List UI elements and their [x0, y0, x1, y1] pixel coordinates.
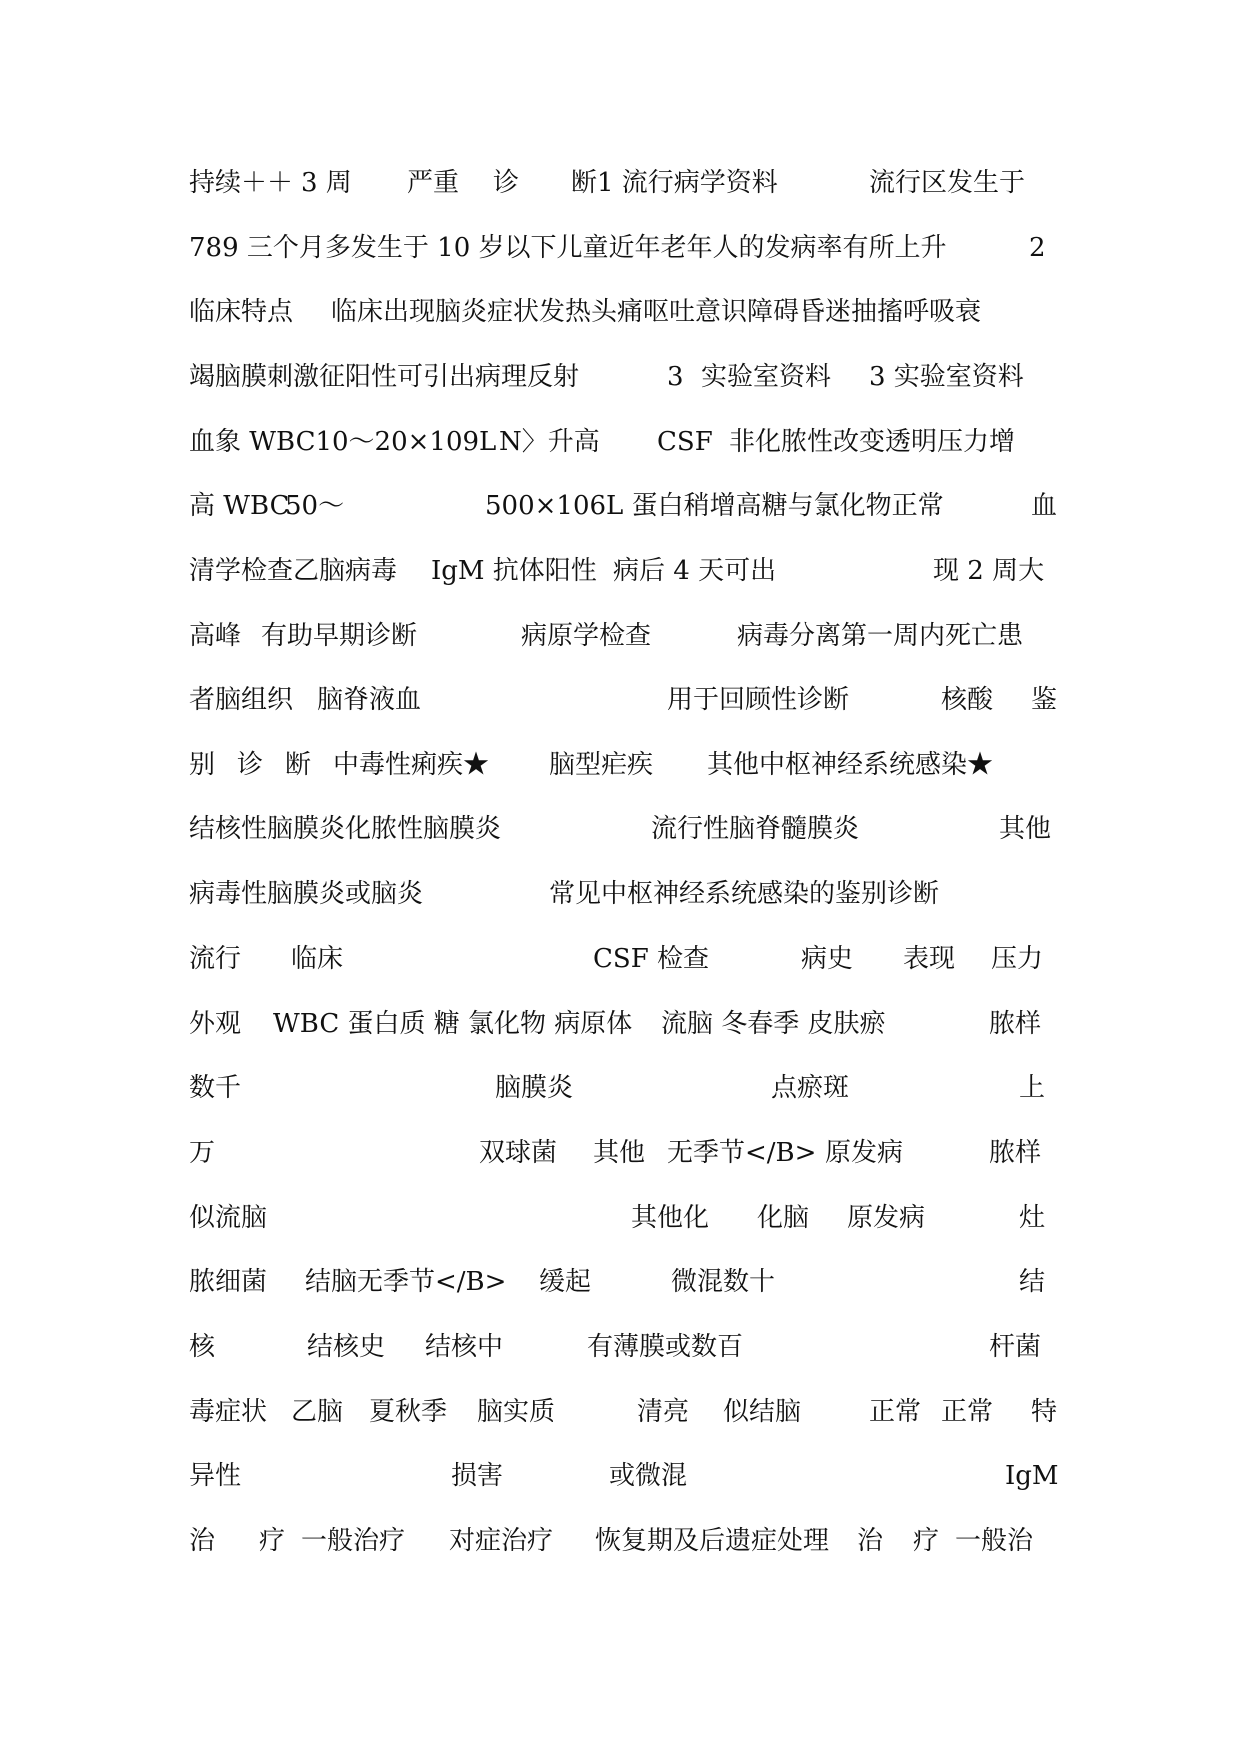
text-span: 杆菌	[989, 1332, 1042, 1362]
text-span: 脓细菌	[189, 1267, 268, 1297]
text-span: WBC 蛋白质 糖 氯化物 病原体	[273, 1009, 633, 1039]
text-line	[189, 228, 1057, 268]
text-span: 似结脑	[723, 1397, 802, 1427]
text-span: 病毒分离第一周内死亡患	[737, 621, 1024, 651]
text-span: 上	[1019, 1073, 1046, 1103]
text-span: 灶	[1019, 1203, 1046, 1233]
text-span: 结脑无季节</B>	[305, 1267, 507, 1297]
text-span: 中毒性痢疾★	[333, 750, 490, 780]
text-span: 3 周	[301, 168, 352, 198]
text-span: 现 2 周大	[933, 556, 1045, 586]
text-span: 高峰	[189, 621, 242, 651]
text-line	[189, 163, 1057, 203]
text-span: 损害	[451, 1461, 504, 1491]
text-span: 治	[189, 1526, 216, 1556]
text-span: 病原学检查	[521, 621, 652, 651]
text-line	[189, 1521, 1057, 1561]
text-span: 结核史	[307, 1332, 386, 1362]
text-span: 血	[1031, 491, 1058, 521]
text-span: 其他	[999, 814, 1052, 844]
text-span: 其他化	[631, 1203, 710, 1233]
text-span: 其他中枢神经系统感染★	[707, 750, 994, 780]
text-span: 脑脊液血	[317, 685, 422, 715]
text-span: 临床特点	[189, 297, 294, 327]
text-span: 点瘀斑	[771, 1073, 850, 1103]
text-span: 似流脑	[189, 1203, 268, 1233]
text-span: 诊	[493, 168, 520, 198]
text-span: 恢复期及后遗症处理	[595, 1526, 830, 1556]
text-span: 500×106L 蛋白稍增高糖与氯化物正常	[485, 491, 944, 521]
text-span: 脑型疟疾	[549, 750, 654, 780]
text-line	[189, 745, 1057, 785]
text-span: 高 WBC	[189, 491, 290, 521]
text-span: 临床出现脑炎症状发热头痛呕吐意识障碍昏迷抽搐呼吸衰	[331, 297, 982, 327]
text-span: 3	[667, 362, 684, 392]
text-span: 正常	[869, 1397, 922, 1427]
text-span: 核酸	[941, 685, 994, 715]
text-span: 病史	[801, 944, 854, 974]
text-span: 毒症状	[189, 1397, 268, 1427]
text-span: 流行性脑脊髓膜炎	[651, 814, 860, 844]
text-span: 别	[189, 750, 216, 780]
text-span: 其他	[593, 1138, 646, 1168]
text-span: 缓起	[539, 1267, 592, 1297]
text-span: 严重	[407, 168, 460, 198]
text-span: 无季节</B>	[667, 1138, 817, 1168]
text-span: 异性	[189, 1461, 242, 1491]
text-span: 正常	[941, 1397, 994, 1427]
text-span: 3 实验室资料	[869, 362, 1024, 392]
text-span: 结	[1019, 1267, 1046, 1297]
text-span: 病后 4 天可出	[613, 556, 777, 586]
text-span: 竭脑膜刺激征阳性可引出病理反射	[189, 362, 580, 392]
text-span: 脑实质	[477, 1397, 556, 1427]
text-span: 乙脑	[291, 1397, 344, 1427]
text-span: 血象 WBC10～20×109L	[189, 427, 497, 457]
text-span: 微混数十	[671, 1267, 776, 1297]
text-span: N〉升高	[499, 427, 600, 457]
text-span: 化脑	[757, 1203, 810, 1233]
text-line	[189, 357, 1057, 397]
text-span: 双球菌	[479, 1138, 558, 1168]
text-line	[189, 616, 1057, 656]
text-span: 数千	[189, 1073, 242, 1103]
text-span: 清学检查乙脑病毒	[189, 556, 398, 586]
text-span: CSF 检查	[593, 944, 710, 974]
text-line	[189, 680, 1057, 720]
text-span: 断1 流行病学资料	[571, 168, 778, 198]
text-span: 诊	[237, 750, 264, 780]
text-span: 有薄膜或数百	[587, 1332, 744, 1362]
text-line	[189, 292, 1057, 332]
text-span: 压力	[991, 944, 1044, 974]
text-span: 有助早期诊断	[261, 621, 418, 651]
text-span: 或微混	[609, 1461, 688, 1491]
text-span: 一般治疗	[301, 1526, 406, 1556]
text-span: 特	[1031, 1397, 1058, 1427]
text-span: 脑膜炎	[495, 1073, 574, 1103]
text-span: 外观	[189, 1009, 242, 1039]
text-line	[189, 809, 1057, 849]
text-line	[189, 1456, 1057, 1496]
text-line	[189, 1327, 1057, 1367]
text-span: 2	[1029, 233, 1046, 263]
text-span: 流行区发生于	[869, 168, 1026, 198]
text-line	[189, 1133, 1057, 1173]
text-span: 者脑组织	[189, 685, 294, 715]
text-line	[189, 486, 1057, 526]
text-span: IgM 抗体阳性	[431, 556, 597, 586]
text-span: 常见中枢神经系统感染的鉴别诊断	[549, 879, 940, 909]
text-span: 疗	[913, 1526, 940, 1556]
text-line	[189, 551, 1057, 591]
text-span: 临床	[291, 944, 344, 974]
text-span: 表现	[903, 944, 956, 974]
text-span: 流行	[189, 944, 242, 974]
text-line	[189, 422, 1057, 462]
text-span: 结核中	[425, 1332, 504, 1362]
text-span: 夏秋季	[369, 1397, 448, 1427]
text-span: 疗	[259, 1526, 286, 1556]
text-span: 断	[285, 750, 312, 780]
text-span: 结核性脑膜炎化脓性脑膜炎	[189, 814, 502, 844]
text-span: 核	[189, 1332, 216, 1362]
text-span: 病毒性脑膜炎或脑炎	[189, 879, 424, 909]
text-span: 非化脓性改变透明压力增	[729, 427, 1016, 457]
text-span: IgM	[1005, 1461, 1059, 1491]
text-span: 持续＋＋	[189, 168, 294, 198]
text-line	[189, 1068, 1057, 1108]
text-line	[189, 939, 1057, 979]
text-span: 鉴	[1031, 685, 1058, 715]
text-span: 用于回顾性诊断	[667, 685, 850, 715]
text-line	[189, 1262, 1057, 1302]
text-span: 原发病	[847, 1203, 926, 1233]
text-span: 万	[189, 1138, 216, 1168]
text-line	[189, 874, 1057, 914]
text-line	[189, 1392, 1057, 1432]
text-span: 清亮	[637, 1397, 690, 1427]
text-span: 对症治疗	[449, 1526, 554, 1556]
text-line	[189, 1198, 1057, 1238]
text-span: 治	[857, 1526, 884, 1556]
text-line	[189, 1004, 1057, 1044]
text-span: CSF	[657, 427, 713, 457]
text-span: 原发病	[825, 1138, 904, 1168]
text-span: 流脑 冬春季 皮肤瘀	[661, 1009, 886, 1039]
text-span: 50～	[285, 491, 345, 521]
text-span: 一般治	[955, 1526, 1034, 1556]
text-span: 脓样	[989, 1138, 1042, 1168]
text-span: 实验室资料	[701, 362, 832, 392]
text-span: 789 三个月多发生于 10 岁以下儿童近年老年人的发病率有所上升	[189, 233, 947, 263]
text-span: 脓样	[989, 1009, 1042, 1039]
